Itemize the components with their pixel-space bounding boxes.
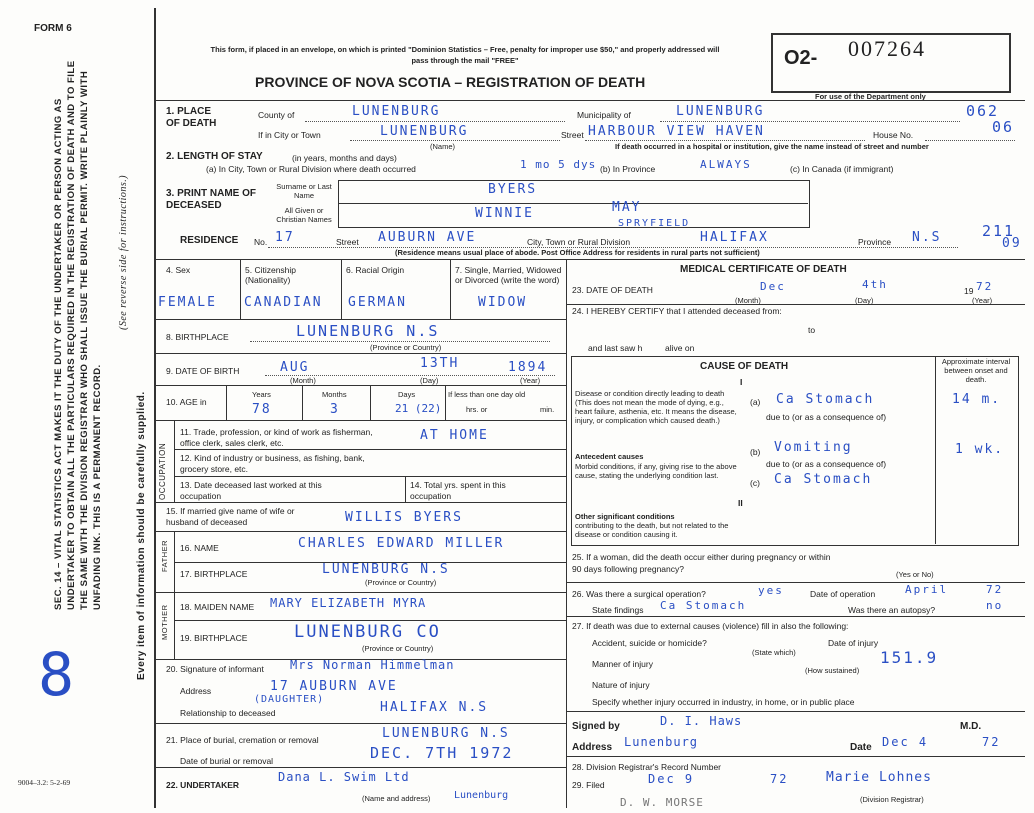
informant-address-value: 17 AUBURN AVE — [270, 679, 398, 694]
direct-cause-label: Disease or condition directly leading to death (This does not mean the mode of dying, e.g., heart failure, asthenia, etc. It means the disease, injury, or complication which caused death.) — [575, 389, 737, 425]
mother-side-label: MOTHER — [160, 604, 169, 640]
death-day: 4th — [862, 278, 888, 291]
rule-20 — [155, 723, 566, 724]
county-label: County of — [258, 110, 295, 120]
nature-label: Nature of injury — [592, 680, 650, 690]
envelope-note: This form, if placed in an envelope, on which is printed "Dominion Statistics – Free, penalty for improper use $50," and properly addressed will pass through the mail "FREE" — [210, 45, 720, 65]
occupation-label: OCCUPATION — [158, 442, 167, 500]
father-name-label: 16. NAME — [180, 543, 219, 553]
rule-21 — [155, 767, 566, 768]
city-label: If in City or Town — [258, 130, 321, 140]
cause-a-value: Ca Stomach — [776, 392, 875, 407]
dept-use-note: For use of the Department only — [815, 92, 926, 101]
page-title: PROVINCE OF NOVA SCOTIA – REGISTRATION OF DEATH — [255, 74, 646, 90]
less-day-label: If less than one day old — [448, 390, 526, 399]
burial-label: 21. Place of burial, cremation or removal — [166, 735, 319, 745]
name-grid-divider — [338, 203, 808, 204]
dob-year-sub: (Year) — [520, 376, 541, 385]
q27-label: 27. If death was due to external causes (violence) fill in also the following: — [572, 621, 849, 631]
reg-number: 007264 — [848, 36, 926, 61]
city-value: LUNENBURG — [380, 124, 469, 139]
rule-25 — [566, 582, 1025, 583]
municipality-label: Municipality of — [577, 110, 631, 120]
filed-day: Dec 9 — [648, 772, 695, 786]
occ11-value: AT HOME — [420, 428, 489, 443]
manner-value: 151.9 — [880, 648, 939, 667]
signed-value: D. I. Haws — [660, 714, 743, 728]
rule-23 — [566, 304, 1025, 305]
stay-a-label: (a) In City, Town or Rural Division where death occurred — [206, 164, 416, 174]
stamp: D. W. MORSE — [620, 796, 704, 809]
cause-title: CAUSE OF DEATH — [700, 361, 789, 372]
residence-note: (Residence means usual place of abode. Post Office Address for residents in rural parts not sufficient) — [395, 248, 760, 257]
occ13-label: 13. Date deceased last worked at this occupation — [180, 480, 322, 501]
undertaker-sub: (Name and address) — [362, 794, 431, 803]
min-label: min. — [540, 405, 555, 414]
rule-8 — [155, 353, 566, 354]
column-divider — [566, 259, 567, 808]
yes-no-sub: (Yes or No) — [896, 570, 934, 579]
spouse-value: WILLIS BYERS — [345, 510, 463, 525]
rule-top — [155, 100, 1025, 101]
street-value: HARBOUR VIEW HAVEN — [588, 124, 765, 139]
house-no-line — [925, 140, 1015, 141]
age-div-2 — [302, 385, 303, 420]
rule-7 — [155, 319, 566, 320]
interval-div — [935, 356, 936, 544]
age-days-value: 21 (22) — [395, 402, 442, 415]
rule-9 — [155, 385, 566, 386]
city-name-sub: (Name) — [430, 142, 456, 151]
interval-label: Approximate interval between onset and death. — [941, 357, 1011, 384]
dob-label: 9. DATE OF BIRTH — [166, 366, 240, 376]
occ-div-14 — [405, 476, 406, 502]
maiden-label: 18. MAIDEN NAME — [180, 602, 255, 612]
other-label: Other significant conditions — [575, 512, 675, 521]
undertaker-value: Dana L. Swim Ltd — [278, 770, 410, 784]
dept-code-3: 211 — [982, 222, 1016, 240]
burial-value: LUNENBURG N.S — [382, 726, 510, 741]
res-no-label: No. — [254, 237, 268, 247]
mother-bp-sub: (Province or Country) — [362, 644, 434, 653]
dob-month-sub: (Month) — [290, 376, 316, 385]
manner-label: Manner of injury — [592, 659, 653, 669]
house-no-label: House No. — [873, 130, 914, 140]
reg-prefix: O2- — [784, 47, 818, 69]
q28-label: 28. Division Registrar's Record Number — [572, 762, 722, 772]
autopsy-value: no — [986, 599, 1004, 612]
citizenship-label: 5. Citizenship (Nationality) — [245, 265, 297, 285]
certify-to: to — [808, 325, 816, 335]
res-city-value: HALIFAX — [700, 230, 769, 245]
medical-cert-title: MEDICAL CERTIFICATE OF DEATH — [680, 264, 847, 275]
length-of-stay-label: 2. LENGTH OF STAY — [166, 151, 263, 162]
op-date-value: April — [905, 583, 949, 596]
due-to-a: due to (or as a consequence of) — [766, 412, 887, 422]
burial-date-label: Date of burial or removal — [180, 756, 274, 766]
dept-code-1: 062 — [966, 102, 1000, 120]
form-label: FORM 6 — [34, 23, 72, 34]
side-instructions-see-reverse: (See reverse side for instructions.) — [118, 174, 129, 330]
injury-date-label: Date of injury — [828, 638, 879, 648]
md-date-value: Dec 4 — [882, 735, 929, 749]
date-of-death-label: 23. DATE OF DEATH — [572, 285, 653, 295]
stay-b-value: ALWAYS — [700, 158, 752, 171]
state-which-sub: (State which) — [752, 648, 796, 657]
rule-26 — [566, 616, 1025, 617]
res-prov-label: Province — [858, 237, 892, 247]
rule-14 — [155, 502, 566, 503]
death-year: 72 — [976, 280, 994, 293]
age-years-value: 78 — [252, 402, 272, 417]
informant-value: Mrs Norman Himmelman — [290, 658, 455, 672]
specify-label: Specify whether injury occurred in industry, in home, or in public place — [592, 697, 855, 707]
md-date-label: Date — [850, 742, 872, 753]
md-label: M.D. — [960, 721, 982, 732]
mother-bp-label: 19. BIRTHPLACE — [180, 633, 248, 643]
occ14-label: 14. Total yrs. spent in this occupation — [410, 480, 506, 501]
certify-label: 24. I HEREBY CERTIFY that I attended deceased from: — [572, 306, 782, 316]
accident-label: Accident, suicide or homicide? — [592, 638, 707, 648]
name-grid — [338, 180, 810, 228]
age-label: 10. AGE in — [166, 397, 207, 407]
marital-label: 7. Single, Married, Widowed or Divorced (write the word) — [455, 265, 562, 285]
citizenship-value: CANADIAN — [244, 295, 323, 310]
occ12-label: 12. Kind of industry or business, as fishing, bank, grocery store, etc. — [180, 453, 365, 474]
residence-label: RESIDENCE — [180, 235, 239, 246]
burial-date-value: DEC. 7TH 1972 — [370, 744, 514, 762]
q25-label: 25. If a woman, did the death occur either during pregnancy or within 90 days following pregnancy? — [572, 552, 831, 574]
stay-b-label: (b) In Province — [600, 164, 656, 174]
res-no-value: 17 — [275, 230, 295, 245]
father-bp-value: LUNENBURG N.S — [322, 562, 450, 577]
rule-11 — [175, 449, 566, 450]
given-value-2: MAY — [612, 200, 642, 215]
death-month-sub: (Month) — [735, 296, 761, 305]
surname-value: BYERS — [488, 182, 538, 197]
res-city-label: City, Town or Rural Division — [527, 237, 631, 247]
alive-on-label: alive on — [665, 343, 695, 353]
div-5-6 — [341, 259, 342, 319]
age-months-label: Months — [322, 390, 347, 399]
q26-label: 26. Was there a surgical operation? — [572, 589, 706, 599]
parents-div — [174, 531, 175, 659]
relationship-city: HALIFAX N.S — [380, 700, 489, 715]
q29-label: 29. Filed — [572, 780, 605, 790]
racial-value: GERMAN — [348, 295, 407, 310]
dob-year: 1894 — [508, 360, 548, 375]
dept-code-4: 09 — [1002, 236, 1022, 251]
father-bp-sub: (Province or Country) — [365, 578, 437, 587]
age-div-3 — [370, 385, 371, 420]
death-year-sub: (Year) — [972, 296, 993, 305]
cause-b-value: Vomiting — [774, 440, 853, 455]
relationship-label: Relationship to deceased — [180, 708, 276, 718]
side-every-item: Every item of information should be carefully supplied. — [136, 391, 147, 680]
informant-label: 20. Signature of informant — [166, 664, 264, 674]
interval-b-value: 1 wk. — [955, 442, 1005, 457]
antecedent-label: Antecedent causes — [575, 452, 644, 461]
informant-address-label: Address — [180, 686, 212, 696]
dob-month: AUG — [280, 360, 310, 375]
rule-residence — [155, 259, 1025, 260]
due-to-b: due to (or as a consequence of) — [766, 459, 887, 469]
md-address-label: Address — [572, 742, 613, 753]
surname-label: Surname or Last Name — [276, 182, 332, 200]
rule-15 — [155, 531, 566, 532]
marital-value: WIDOW — [478, 295, 528, 310]
father-bp-label: 17. BIRTHPLACE — [180, 569, 248, 579]
div-6-7 — [450, 259, 451, 319]
city-line — [350, 140, 560, 141]
age-div-1 — [226, 385, 227, 420]
res-street-label: Street — [336, 237, 359, 247]
dob-day: 13TH — [420, 356, 460, 371]
findings-value: Ca Stomach — [660, 599, 747, 612]
sex-value: FEMALE — [158, 295, 217, 310]
street-label: Street — [561, 130, 584, 140]
res-prov-value: N.S — [912, 230, 942, 245]
side-instructions: SEC. 14 – VITAL STATISTICS ACT MAKES IT THE DUTY OF THE UNDERTAKER OR PERSON ACTING AS UNDERTAKER TO OBTAIN ALL THE PARTICULARS REQUIRED IN THE REGISTRATION OF DEATH AND TO FILE THE SAME WITH THE DIVISION REGISTRAR WHO SHALL ISSUE THE BURIAL PERMIT. WRITE PLAINLY WITH UNFADING INK. THIS IS A PERMANENT RECORD. — [53, 60, 103, 610]
maiden-value: MARY ELIZABETH MYRA — [270, 596, 427, 610]
res-division-value: SPRYFIELD — [618, 218, 691, 229]
rule-27 — [566, 711, 1025, 712]
res-street-value: AUBURN AVE — [378, 230, 477, 245]
filed-year: 72 — [770, 772, 789, 786]
rule-12 — [175, 476, 566, 477]
registrar-signature: Marie Lohnes — [826, 770, 932, 785]
birthplace-line — [250, 341, 550, 342]
street-line — [585, 140, 865, 141]
op-date-label: Date of operation — [810, 589, 876, 599]
signed-label: Signed by — [572, 721, 620, 732]
other-desc: contributing to the death, but not related to the disease or condition causing it. — [575, 521, 729, 539]
municipality-line — [660, 121, 960, 122]
stay-sub-label: (in years, months and days) — [292, 153, 397, 163]
occ-div — [174, 420, 175, 502]
last-saw-label: and last saw h — [588, 343, 643, 353]
spouse-label: 15. If married give name of wife or husband of deceased — [166, 506, 295, 527]
mother-bp-value: LUNENBURG CO — [294, 622, 441, 642]
rule-10 — [155, 420, 566, 421]
rule-signed — [566, 756, 1025, 757]
given-value-1: WINNIE — [475, 206, 534, 221]
findings-label: State findings — [592, 605, 644, 615]
municipality-value: LUNENBURG — [676, 104, 765, 119]
surgery-value: yes — [758, 584, 784, 597]
stay-c-label: (c) In Canada (if immigrant) — [790, 164, 894, 174]
md-address-value: Lunenburg — [624, 735, 699, 749]
birthplace-label: 8. BIRTHPLACE — [166, 332, 229, 342]
given-label: All Given or Christian Names — [276, 206, 332, 224]
div-4-5 — [240, 259, 241, 319]
age-div-4 — [445, 385, 446, 420]
age-days-label: Days — [398, 390, 416, 399]
county-line — [305, 121, 565, 122]
cause-c-value: Ca Stomach — [774, 472, 873, 487]
dob-day-sub: (Day) — [420, 376, 439, 385]
print-code: 9004–3.2: 5-2-69 — [18, 778, 71, 787]
print-name-label: 3. PRINT NAME OF DECEASED — [166, 188, 257, 211]
undertaker-value-2: Lunenburg — [454, 790, 509, 801]
father-side-label: FATHER — [160, 539, 169, 572]
birthplace-value: LUNENBURG N.S — [296, 322, 440, 340]
relationship-value: (DAUGHTER) — [254, 694, 325, 705]
dept-code-2: 06 — [992, 118, 1015, 136]
md-date-year: 72 — [982, 735, 1001, 749]
birthplace-sub: (Province or Country) — [370, 343, 442, 352]
place-of-death-label: 1. PLACE OF DEATH — [166, 106, 217, 129]
death-day-sub: (Day) — [855, 296, 874, 305]
hrs-label: hrs. or — [466, 405, 488, 414]
rule-18 — [175, 620, 566, 621]
occ11-label: 11. Trade, profession, or kind of work as fisherman, office clerk, sales clerk, etc. — [180, 427, 373, 448]
hospital-note: If death occurred in a hospital or institution, give the name instead of street and number — [615, 142, 929, 151]
part-1-label: I — [740, 377, 743, 387]
stay-a-value: 1 mo 5 dys — [520, 158, 597, 171]
autopsy-label: Was there an autopsy? — [848, 605, 936, 615]
margin-mark: 8 — [38, 640, 75, 710]
interval-a-value: 14 m. — [952, 392, 1002, 407]
age-months-value: 3 — [330, 402, 340, 417]
sex-label: 4. Sex — [166, 265, 191, 275]
age-years-label: Years — [252, 390, 271, 399]
rule-17 — [155, 592, 566, 593]
death-month: Dec — [760, 280, 786, 293]
antecedent-desc: Morbid conditions, if any, giving rise to the above cause, stating the underlying condition last. — [575, 462, 737, 480]
father-name-value: CHARLES EDWARD MILLER — [298, 536, 505, 551]
undertaker-label: 22. UNDERTAKER — [166, 780, 240, 790]
racial-label: 6. Racial Origin — [346, 265, 405, 275]
part-2-label: II — [738, 498, 743, 508]
div-registrar-sub: (Division Registrar) — [860, 795, 924, 804]
county-value: LUNENBURG — [352, 104, 441, 119]
how-sub: (How sustained) — [805, 666, 860, 675]
frame-left — [154, 8, 156, 808]
op-year-value: 72 — [986, 583, 1004, 596]
